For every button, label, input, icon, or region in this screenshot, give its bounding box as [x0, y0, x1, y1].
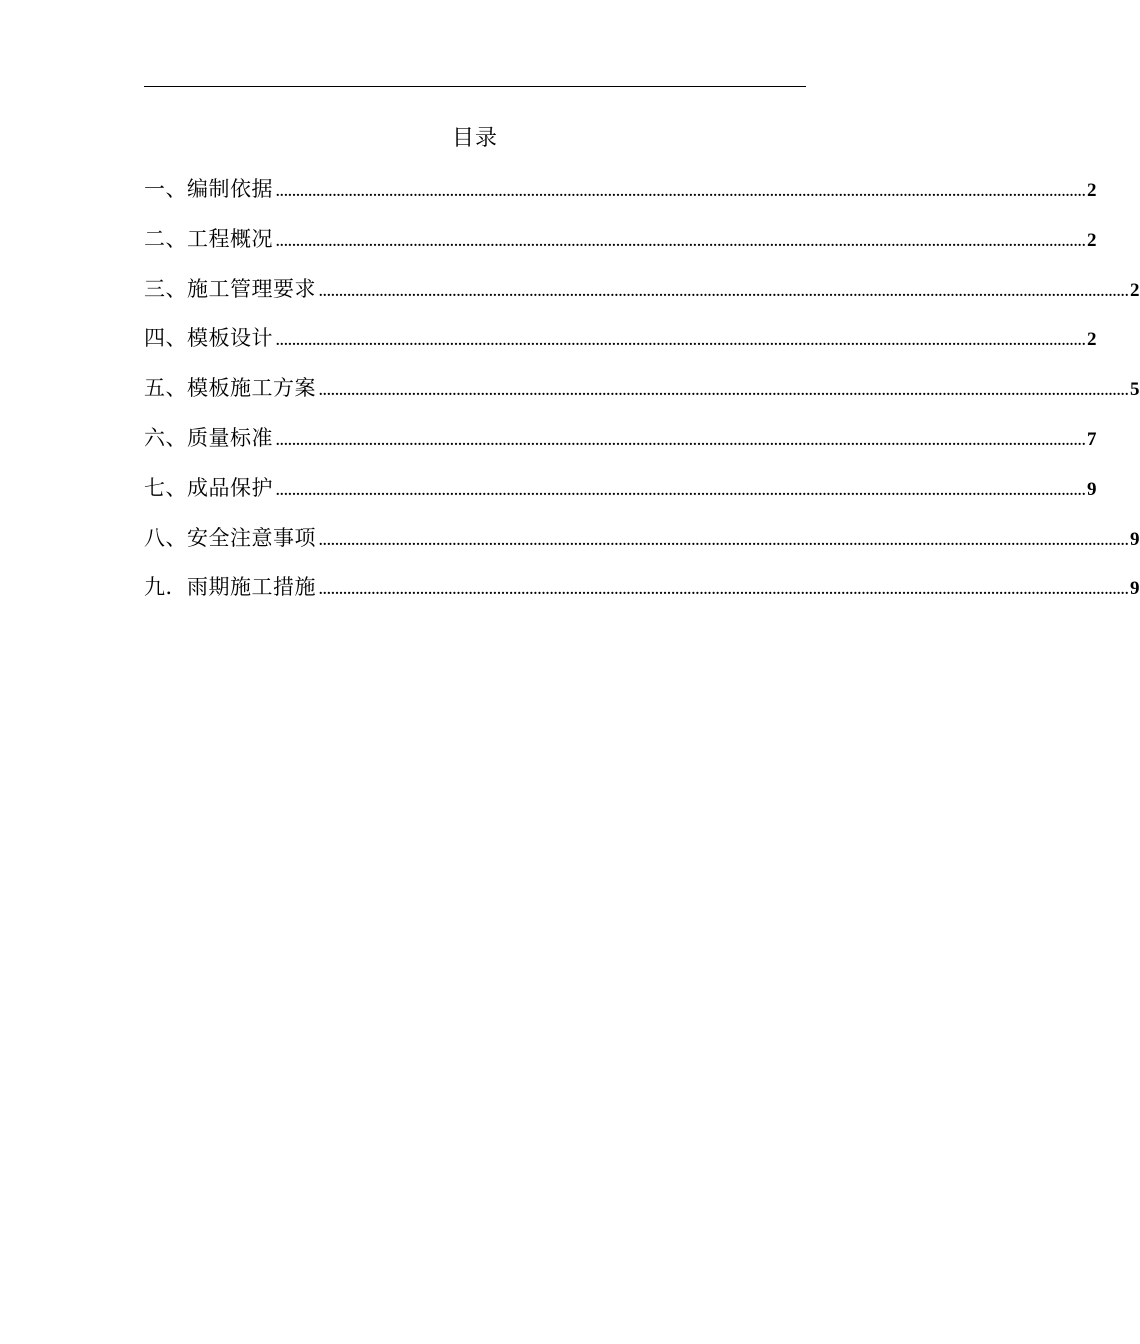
toc-entry[interactable] — [144, 371, 1140, 405]
toc-entry-page-number: 2 — [1130, 279, 1140, 301]
dot-leader: ........................................................................................................................................................................................................ — [319, 384, 1129, 400]
dot-leader: ........................................................................................................................................................................................................ — [319, 284, 1129, 300]
toc-entry-page-number: 2 — [1087, 329, 1097, 351]
toc-entry-label: 五、模板施工方案 — [144, 376, 316, 401]
toc-entry-label: 六、质量标准 — [144, 425, 273, 450]
toc-entry-page-number: 9 — [1130, 528, 1140, 550]
dot-leader: ........................................................................................................................................................................................................ — [319, 583, 1129, 599]
toc-entry-label: 二、工程概况 — [144, 226, 273, 251]
toc-entry[interactable] — [144, 521, 1140, 555]
toc-entry[interactable] — [144, 172, 1097, 206]
toc-entry-label: 三、施工管理要求 — [144, 276, 316, 301]
dot-leader: ........................................................................................................................................................................................................ — [276, 334, 1086, 350]
dot-leader: ........................................................................................................................................................................................................ — [319, 533, 1129, 549]
toc-entry-label: 九．雨期施工措施 — [144, 575, 316, 600]
toc-entry-label: 四、模板设计 — [144, 326, 273, 351]
toc-entry-page-number: 9 — [1130, 578, 1140, 600]
dot-leader: ........................................................................................................................................................................................................ — [276, 433, 1086, 449]
header-rule — [144, 86, 806, 87]
toc-entry-page-number: 2 — [1087, 229, 1097, 251]
toc-entry[interactable] — [144, 471, 1097, 505]
dot-leader: ........................................................................................................................................................................................................ — [276, 483, 1086, 499]
toc-entry-page-number: 9 — [1087, 478, 1097, 500]
toc-entry[interactable] — [144, 321, 1097, 355]
toc-entry-label: 一、编制依据 — [144, 177, 273, 201]
toc-entry[interactable] — [144, 421, 1097, 455]
toc-entry-page-number: 5 — [1130, 379, 1140, 401]
toc-entry[interactable] — [144, 570, 1140, 604]
toc-entry-page-number: 2 — [1087, 180, 1097, 201]
dot-leader: ........................................................................................................................................................................................................ — [276, 234, 1086, 250]
toc-entry[interactable] — [144, 222, 1097, 256]
table-of-contents — [144, 172, 1140, 620]
toc-title: 目录 — [451, 126, 498, 151]
dot-leader: ........................................................................................................................................................................................................ — [276, 185, 1086, 200]
toc-entry-label: 八、安全注意事项 — [144, 525, 316, 550]
toc-entry-page-number: 7 — [1087, 428, 1097, 450]
toc-entry-label: 七、成品保护 — [144, 475, 273, 500]
toc-entry[interactable] — [144, 272, 1140, 306]
